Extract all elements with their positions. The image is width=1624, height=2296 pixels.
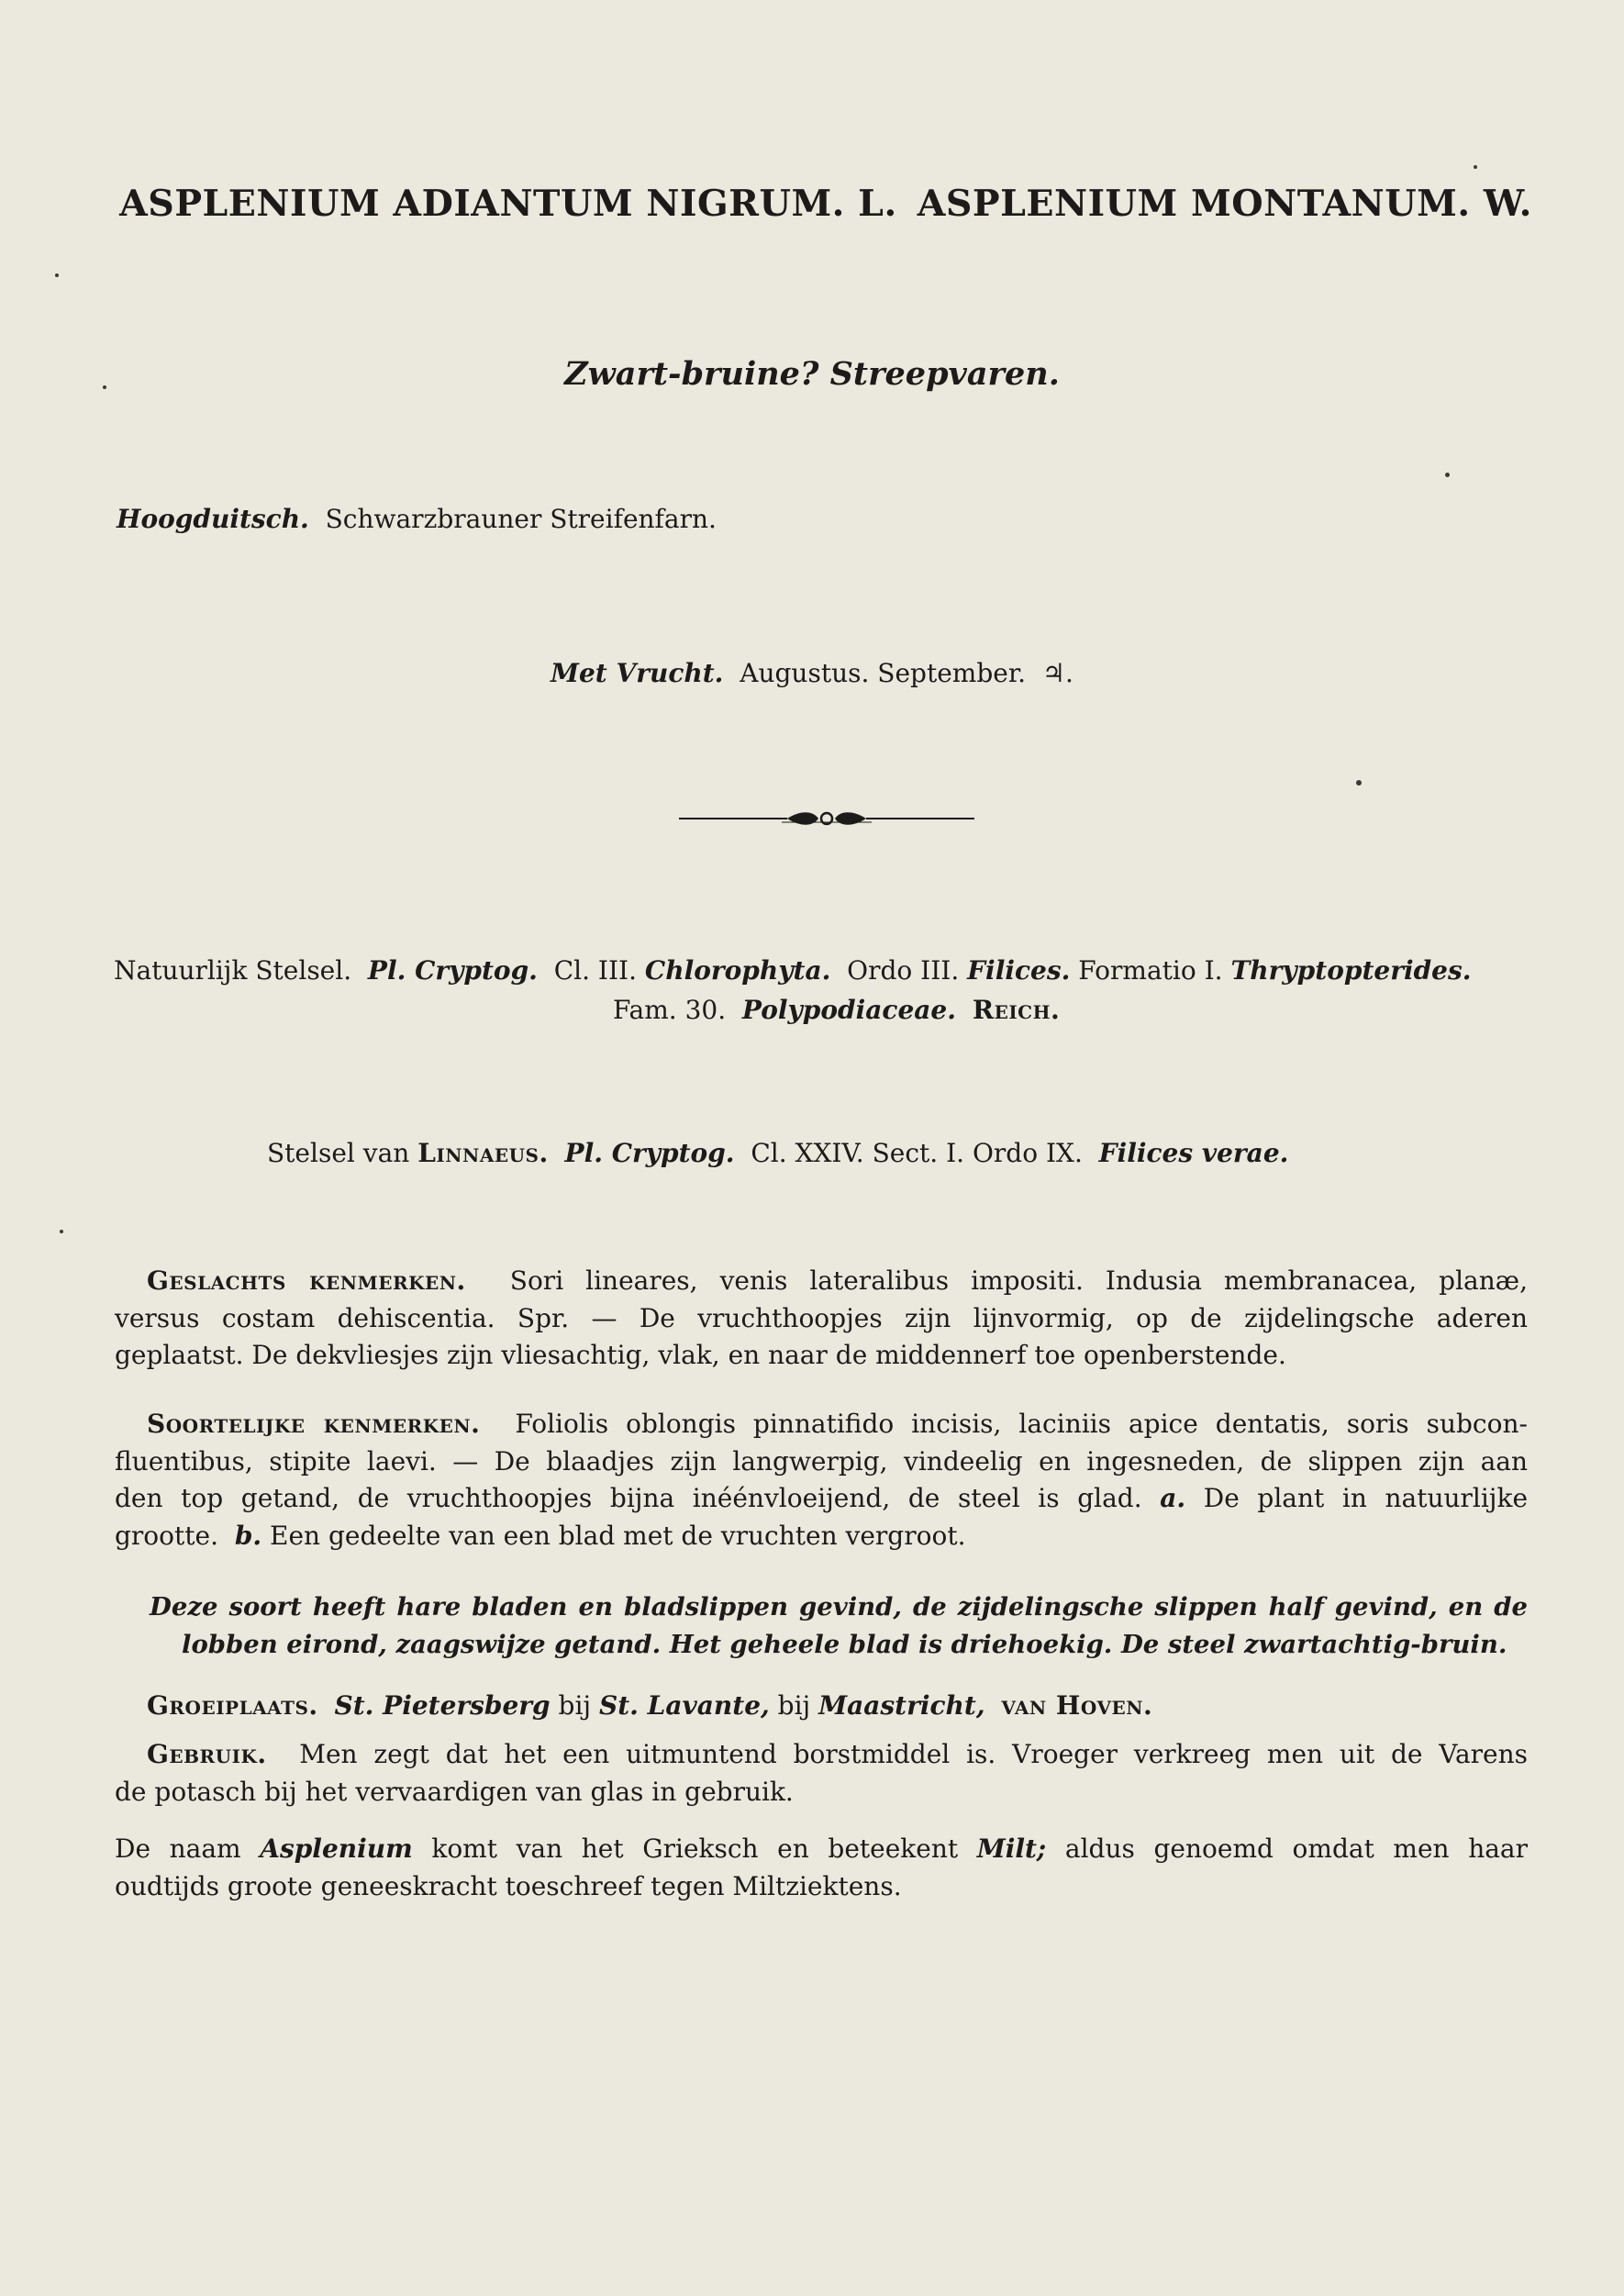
etymology-text-b: komt van het Grieksch en beteekent xyxy=(431,1833,959,1864)
ordo-number: Ordo III. xyxy=(847,955,960,986)
paper-speck xyxy=(1474,165,1477,169)
etymology-line-1 xyxy=(115,1831,1528,1868)
genus-line-3: geplaatst. De dekvliesjes zijn vliesachtig, vlak, en naar de middennerf toe openberstende. xyxy=(115,1340,1286,1370)
chlorophyta: Chlorophyta. xyxy=(644,955,831,986)
habitat-place-2: St. Lavante, xyxy=(599,1690,770,1721)
linnaeus-name: Linnaeus. xyxy=(417,1138,549,1168)
habitat-label: Groeiplaats. xyxy=(147,1690,318,1721)
polypodiaceae: Polypodiaceae. xyxy=(741,995,956,1025)
species-description-note xyxy=(115,1588,1528,1663)
german-name: Schwarzbrauner Streifenfarn. xyxy=(325,504,717,534)
natural-system-line-2 xyxy=(613,992,1060,1029)
usage-line-1 xyxy=(115,1736,1528,1774)
natural-system-label: Natuurlijk Stelsel. xyxy=(114,955,352,986)
class-number: Cl. III. xyxy=(553,955,638,986)
species-line-2: fluentibus, stipite laevi. — De blaadjes zijn langwerpig, vindeelig en ingesneden, de slippen zijn aan xyxy=(115,1445,1528,1477)
fruiting-line xyxy=(551,655,1073,692)
paper-speck xyxy=(55,273,59,277)
species-line-4 xyxy=(115,1518,1528,1555)
german-name-line xyxy=(117,501,717,538)
note-line-1: Deze soort heeft hare bladen en bladslippen gevind, de zijdelingsche slippen half gevind, en de xyxy=(150,1592,1528,1622)
species-text-3b: De plant in natuurlijke xyxy=(1203,1483,1529,1513)
genus-line-1 xyxy=(115,1263,1528,1300)
title-species-2: ASPLENIUM MONTANUM. W. xyxy=(917,183,1532,225)
etymology-text-a: De naam xyxy=(115,1833,241,1864)
paper-speck xyxy=(60,1230,63,1233)
thryptopterides: Thryptopterides. xyxy=(1230,955,1472,986)
note-line-2: lobben eirond, zaagswijze getand. Het geheele blad is driehoekig. De steel zwartachtig-bruin. xyxy=(182,1629,1507,1659)
usage xyxy=(115,1736,1528,1811)
filices: Filices. xyxy=(967,955,1071,986)
etymology-text-c: aldus genoemd omdat men haar xyxy=(1064,1833,1529,1864)
usage-label: Gebruik. xyxy=(147,1739,267,1769)
reich-author: Reich. xyxy=(972,995,1061,1025)
usage-line-2: de potasch bij het vervaardigen van glas in gebruik. xyxy=(115,1776,794,1807)
species-text-3: den top getand, de vruchthoopjes bijna inéénvloeijend, de steel is glad. xyxy=(115,1483,1142,1513)
ornament-divider xyxy=(679,803,974,834)
habitat-author: van Hoven. xyxy=(1001,1690,1153,1721)
linnaeus-pl-cryptog: Pl. Cryptog. xyxy=(564,1138,735,1168)
natural-system-line-1 xyxy=(114,953,1472,989)
genus-label: Geslachts kenmerken. xyxy=(147,1265,466,1296)
name-etymology xyxy=(115,1831,1528,1905)
genus-characteristics xyxy=(115,1263,1528,1375)
habitat-bij-2: bij xyxy=(777,1690,811,1721)
figure-a-marker: a. xyxy=(1160,1483,1186,1513)
species-text-1: Foliolis oblongis pinnatifido incisis, laciniis apice dentatis, soris subcon- xyxy=(515,1409,1528,1439)
habitat-bij-1: bij xyxy=(558,1690,592,1721)
species-text-4b: Een gedeelte van een blad met de vruchten vergroot. xyxy=(270,1520,966,1551)
filices-verae: Filices verae. xyxy=(1098,1138,1289,1168)
linnaeus-label: Stelsel van xyxy=(267,1138,410,1168)
species-line-1 xyxy=(115,1406,1528,1443)
habitat-place-1: St. Pietersberg xyxy=(334,1690,551,1721)
usage-text-1: Men zegt dat het een uitmuntend borstmiddel is. Vroeger verkreeg men uit de Varens xyxy=(299,1739,1528,1769)
pl-cryptog: Pl. Cryptog. xyxy=(367,955,538,986)
linnaeus-system-line xyxy=(267,1135,1288,1172)
perennial-symbol: ♃. xyxy=(1041,658,1073,688)
paper-speck xyxy=(1445,473,1450,477)
genus-text-1: Sori lineares, venis lateralibus impositi. Indusia membranacea, planæ, xyxy=(509,1265,1528,1296)
habitat-line xyxy=(147,1688,1152,1724)
fruiting-months: Augustus. September. xyxy=(740,658,1027,688)
species-label: Soortelijke kenmerken. xyxy=(147,1409,481,1439)
linnaeus-class: Cl. XXIV. Sect. I. Ordo IX. xyxy=(751,1138,1083,1168)
family-number: Fam. 30. xyxy=(613,995,727,1025)
common-name: Zwart-bruine? Streepvaren. xyxy=(564,355,1060,393)
habitat-place-3: Maastricht, xyxy=(818,1690,985,1721)
figure-b-marker: b. xyxy=(234,1520,262,1551)
species-line-3 xyxy=(115,1480,1528,1518)
etymology-line-2: oudtijds groote geneeskracht toeschreef tegen Miltziektens. xyxy=(115,1870,902,1901)
german-label: Hoogduitsch. xyxy=(117,504,309,534)
species-text-4a: grootte. xyxy=(115,1520,218,1551)
formatio: Formatio I. xyxy=(1078,955,1223,986)
title-species-1: ASPLENIUM ADIANTUM NIGRUM. L. xyxy=(119,183,897,225)
species-characteristics xyxy=(115,1406,1528,1555)
genus-line-2: versus costam dehiscentia. Spr. — De vruchthoopjes zijn lijnvormig, op de zijdelingsche aderen xyxy=(115,1302,1528,1333)
page-title xyxy=(101,180,1551,228)
paper-speck xyxy=(1356,780,1362,786)
etymology-asplenium: Asplenium xyxy=(260,1833,413,1864)
fruiting-label: Met Vrucht. xyxy=(551,658,724,688)
etymology-milt: Milt; xyxy=(976,1833,1047,1864)
